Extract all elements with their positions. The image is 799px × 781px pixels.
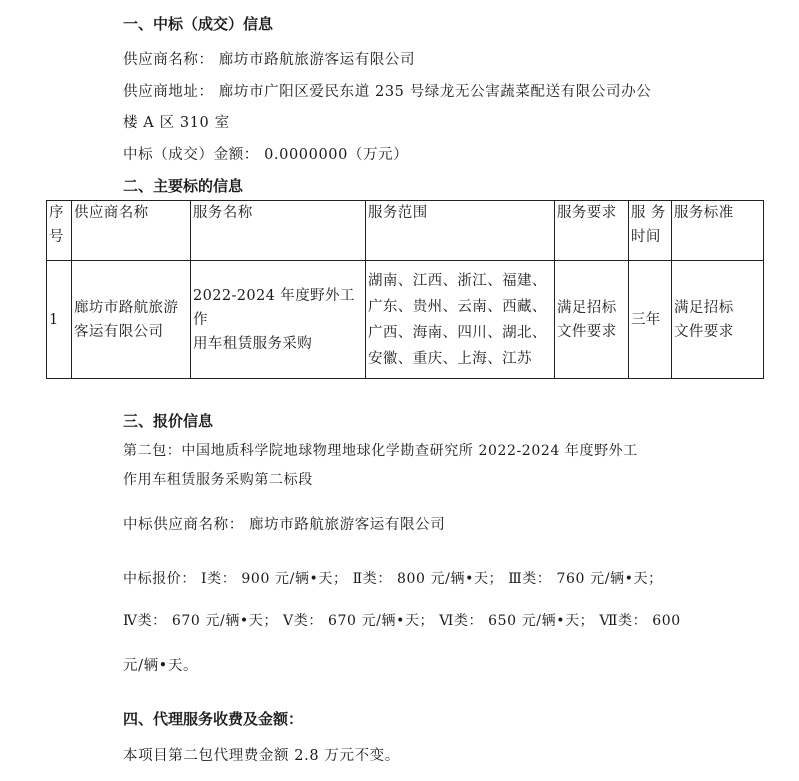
table-row <box>47 261 764 379</box>
table-header-row <box>47 201 764 261</box>
price-line-2: Ⅳ类： 670 元/辆•天； Ⅴ类： 670 元/辆•天； Ⅵ类： 650 元/辆•天； Ⅶ类： 600 <box>123 613 681 629</box>
supplier-address-line-2: 楼 A 区 310 室 <box>123 115 230 131</box>
price-line-3: 元/辆•天。 <box>123 658 199 674</box>
section-2-heading: 二、主要标的信息 <box>123 177 244 195</box>
header-service: 服务名称 <box>191 201 366 261</box>
header-standard: 服务标准 <box>672 201 764 261</box>
agency-fee-line: 本项目第二包代理费金额 2.8 万元不变。 <box>123 748 400 764</box>
header-time: 服 务 时间 <box>629 201 672 261</box>
cell-requirement: 满足招标 文件要求 <box>555 261 629 379</box>
cell-supplier: 廊坊市路航旅游 客运有限公司 <box>72 261 191 379</box>
subject-table <box>46 200 764 379</box>
package-line-1: 第二包：中国地质科学院地球物理地球化学勘查研究所 2022-2024 年度野外工 <box>123 443 638 459</box>
winner-supplier-line: 中标供应商名称： 廊坊市路航旅游客运有限公司 <box>123 517 446 533</box>
header-seq: 序 号 <box>47 201 72 261</box>
header-requirement: 服务要求 <box>555 201 629 261</box>
cell-service: 2022-2024 年度野外工作 用车租赁服务采购 <box>191 261 366 379</box>
award-amount-line: 中标（成交）金额： 0.0000000（万元） <box>123 147 409 163</box>
price-line-1: 中标报价： Ⅰ类： 900 元/辆•天； Ⅱ类： 800 元/辆•天； Ⅲ类： 760 元/辆•天； <box>123 571 663 587</box>
section-4-heading: 四、代理服务收费及金额： <box>123 710 304 728</box>
header-scope: 服务范围 <box>366 201 555 261</box>
supplier-address-line-1: 供应商地址： 廊坊市广阳区爱民东道 235 号绿龙无公害蔬菜配送有限公司办公 <box>123 84 652 100</box>
header-supplier: 供应商名称 <box>72 201 191 261</box>
cell-time: 三年 <box>629 261 672 379</box>
section-3-heading: 三、报价信息 <box>123 412 214 430</box>
supplier-name-line: 供应商名称： 廊坊市路航旅游客运有限公司 <box>123 52 416 68</box>
cell-scope: 湖南、江西、浙江、福建、 广东、贵州、云南、西藏、 广西、海南、四川、湖北、 安徽、重庆、上海、江苏 <box>366 261 555 379</box>
cell-seq: 1 <box>47 261 72 379</box>
package-line-2: 作用车租赁服务采购第二标段 <box>123 472 313 488</box>
cell-standard: 满足招标 文件要求 <box>672 261 764 379</box>
section-1-heading: 一、中标（成交）信息 <box>123 15 274 33</box>
